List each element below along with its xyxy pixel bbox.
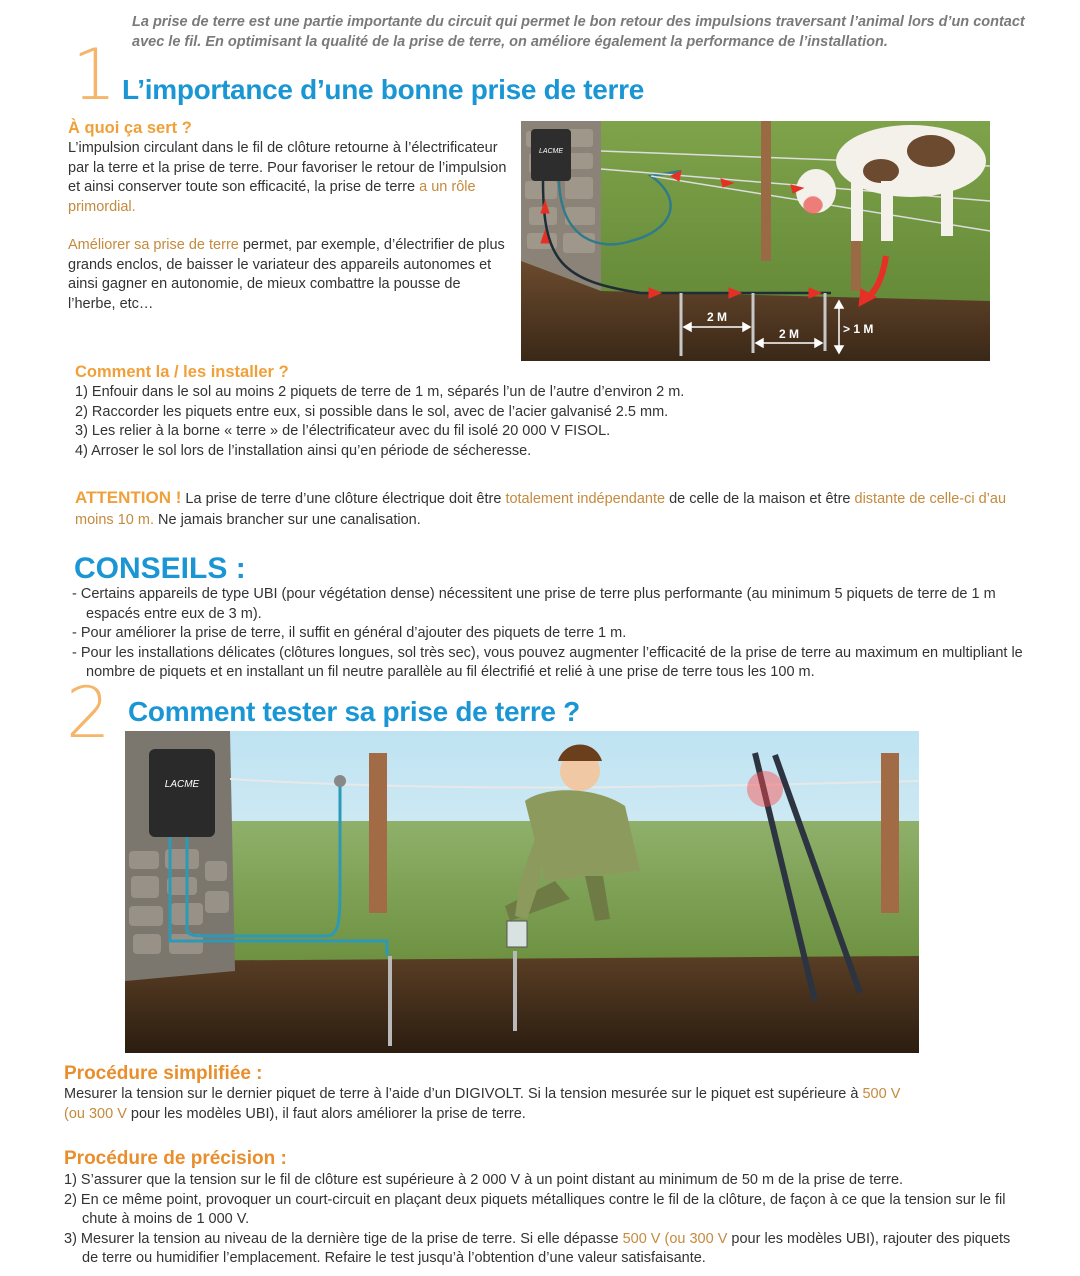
install-steps <box>75 383 1025 461</box>
energizer-brand: LACME <box>538 148 564 155</box>
fence-post <box>761 121 771 261</box>
conseil-item: - Pour les installations délicates (clôtures longues, sol très sec), vous pouvez augmenter l’efficacité de la prise de terre au maximum en multipliant le nombre de piquets et en installant un fil neutre parallèle au fil électrifié et relié à une prise de terre tous les 100 m. <box>72 644 1023 680</box>
energizer-brand: LACME <box>164 779 200 790</box>
soil-section <box>125 956 919 1053</box>
section-1-number: 1 <box>72 34 117 116</box>
install-step: 3) Les relier à la borne « terre » de l’électrificateur avec du fil isolé 20 000 V FISOL. <box>75 423 611 439</box>
attention-label: ATTENTION ! <box>75 488 182 507</box>
simple-procedure-text <box>64 1085 964 1124</box>
section-2-title: Comment tester sa prise de terre ? <box>128 696 580 727</box>
precision-procedure-heading: Procédure de précision : <box>64 1148 287 1169</box>
simple-procedure-highlight: (ou 300 V <box>64 1105 127 1122</box>
simple-procedure-highlight: 500 V <box>862 1086 901 1102</box>
attention-block <box>75 487 1030 531</box>
what-heading: À quoi ça sert ? <box>68 119 192 137</box>
attention-text: de celle de la maison et être <box>665 491 855 507</box>
attention-highlight: distante de celle-ci d’au moins 10 m. <box>75 491 1007 528</box>
label-2m-a: 2 M <box>706 310 728 324</box>
precision-step-body: pour les modèles UBI), rajouter des piquets de terre ou humidifier l’emplacement. Refaire le test jusqu’à l’obtention d’une valeur satisfaisante. <box>82 1230 1011 1266</box>
improve-highlight: Améliorer sa prise de terre <box>68 237 239 253</box>
what-text-highlight: a un rôle primordial. <box>68 179 476 215</box>
install-step: 4) Arroser le sol lors de l’installation ainsi qu’en période de sécheresse. <box>75 442 532 459</box>
fence-post <box>369 753 387 913</box>
energizer-box <box>531 129 571 181</box>
improve-text <box>68 236 508 314</box>
earthing-diagram-svg <box>521 121 990 361</box>
install-heading: Comment la / les installer ? <box>75 363 289 381</box>
attention-highlight: totalement indépendante <box>505 491 666 507</box>
what-text <box>68 139 508 217</box>
conseils-title: CONSEILS : <box>74 552 246 585</box>
simple-procedure-body: pour les modèles UBI), il faut alors améliorer la prise de terre. <box>126 1105 526 1122</box>
precision-step <box>64 1230 1030 1269</box>
precision-step-highlight: 500 V (ou 300 V <box>622 1230 728 1247</box>
conseil-item: - Pour améliorer la prise de terre, il suffit en général d’ajouter des piquets de terre 1 m. <box>72 625 627 641</box>
energizer-box <box>149 749 215 837</box>
conseils-list <box>72 585 1047 683</box>
fence-post <box>881 753 899 913</box>
precision-step-body: 3) Mesurer la tension au niveau de la dernière tige de la prise de terre. Si elle dépasse <box>64 1230 623 1247</box>
precision-step: 1) S’assurer que la tension sur le fil de clôture est supérieure à 2 000 V à un point distant au minimum de 50 m de la prise de terre. <box>64 1172 904 1188</box>
precision-steps <box>64 1171 1030 1269</box>
section-1-title: L’importance d’une bonne prise de terre <box>122 74 644 105</box>
attention-text: La prise de terre d’une clôture électrique doit être <box>181 491 506 507</box>
earthing-diagram <box>521 121 990 361</box>
conseil-item: - Certains appareils de type UBI (pour végétation dense) nécessitent une prise de terre plus performante (au minimum 5 piquets de terre de 1 m espacés entre eux de 3 m). <box>72 586 996 622</box>
simple-procedure-heading: Procédure simplifiée : <box>64 1063 263 1084</box>
intro-text: La prise de terre est une partie importante du circuit qui permet le bon retour des impulsions traversant l’animal lors d’un contact avec le fil. En optimisant la qualité de la prise de terre, on améliore également la performance de l’installation. <box>132 14 1025 50</box>
install-step: 1) Enfouir dans le sol au moins 2 piquets de terre de 1 m, séparés l’un de l’autre d’environ 2 m. <box>75 384 685 400</box>
improve-body: permet, par exemple, d’électrifier de plus grands enclos, de baisser le variateur des appareils autonomes et ainsi gagner en autonomie, de mieux combattre la pousse de l’herbe, etc… <box>68 237 505 312</box>
section-2-number: 2 <box>66 672 111 754</box>
simple-procedure-body: Mesurer la tension sur le dernier piquet de terre à l’aide d’un DIGIVOLT. Si la tension mesurée sur le piquet est supérieure à <box>64 1086 863 1102</box>
install-step: 2) Raccorder les piquets entre eux, si possible dans le sol, avec de l’acier galvanisé 2.5 mm. <box>75 403 669 420</box>
what-text-body: L’impulsion circulant dans le fil de clôture retourne à l’électrificateur par la terre et la prise de terre. Pour favoriser le retour de l’impulsion et ainsi conserver toute son efficacité, la prise de terre <box>68 140 507 195</box>
test-illustration <box>125 731 919 1053</box>
label-1m: > 1 M <box>843 322 874 336</box>
attention-text: Ne jamais brancher sur une canalisation. <box>153 512 421 528</box>
precision-step: 2) En ce même point, provoquer un court-circuit en plaçant deux piquets métalliques contre le fil de la clôture, de façon à ce que la tension sur le fil chute à moins de 1 000 V. <box>64 1191 1006 1227</box>
test-illustration-svg <box>125 731 919 1053</box>
label-2m-b: 2 M <box>778 327 800 341</box>
